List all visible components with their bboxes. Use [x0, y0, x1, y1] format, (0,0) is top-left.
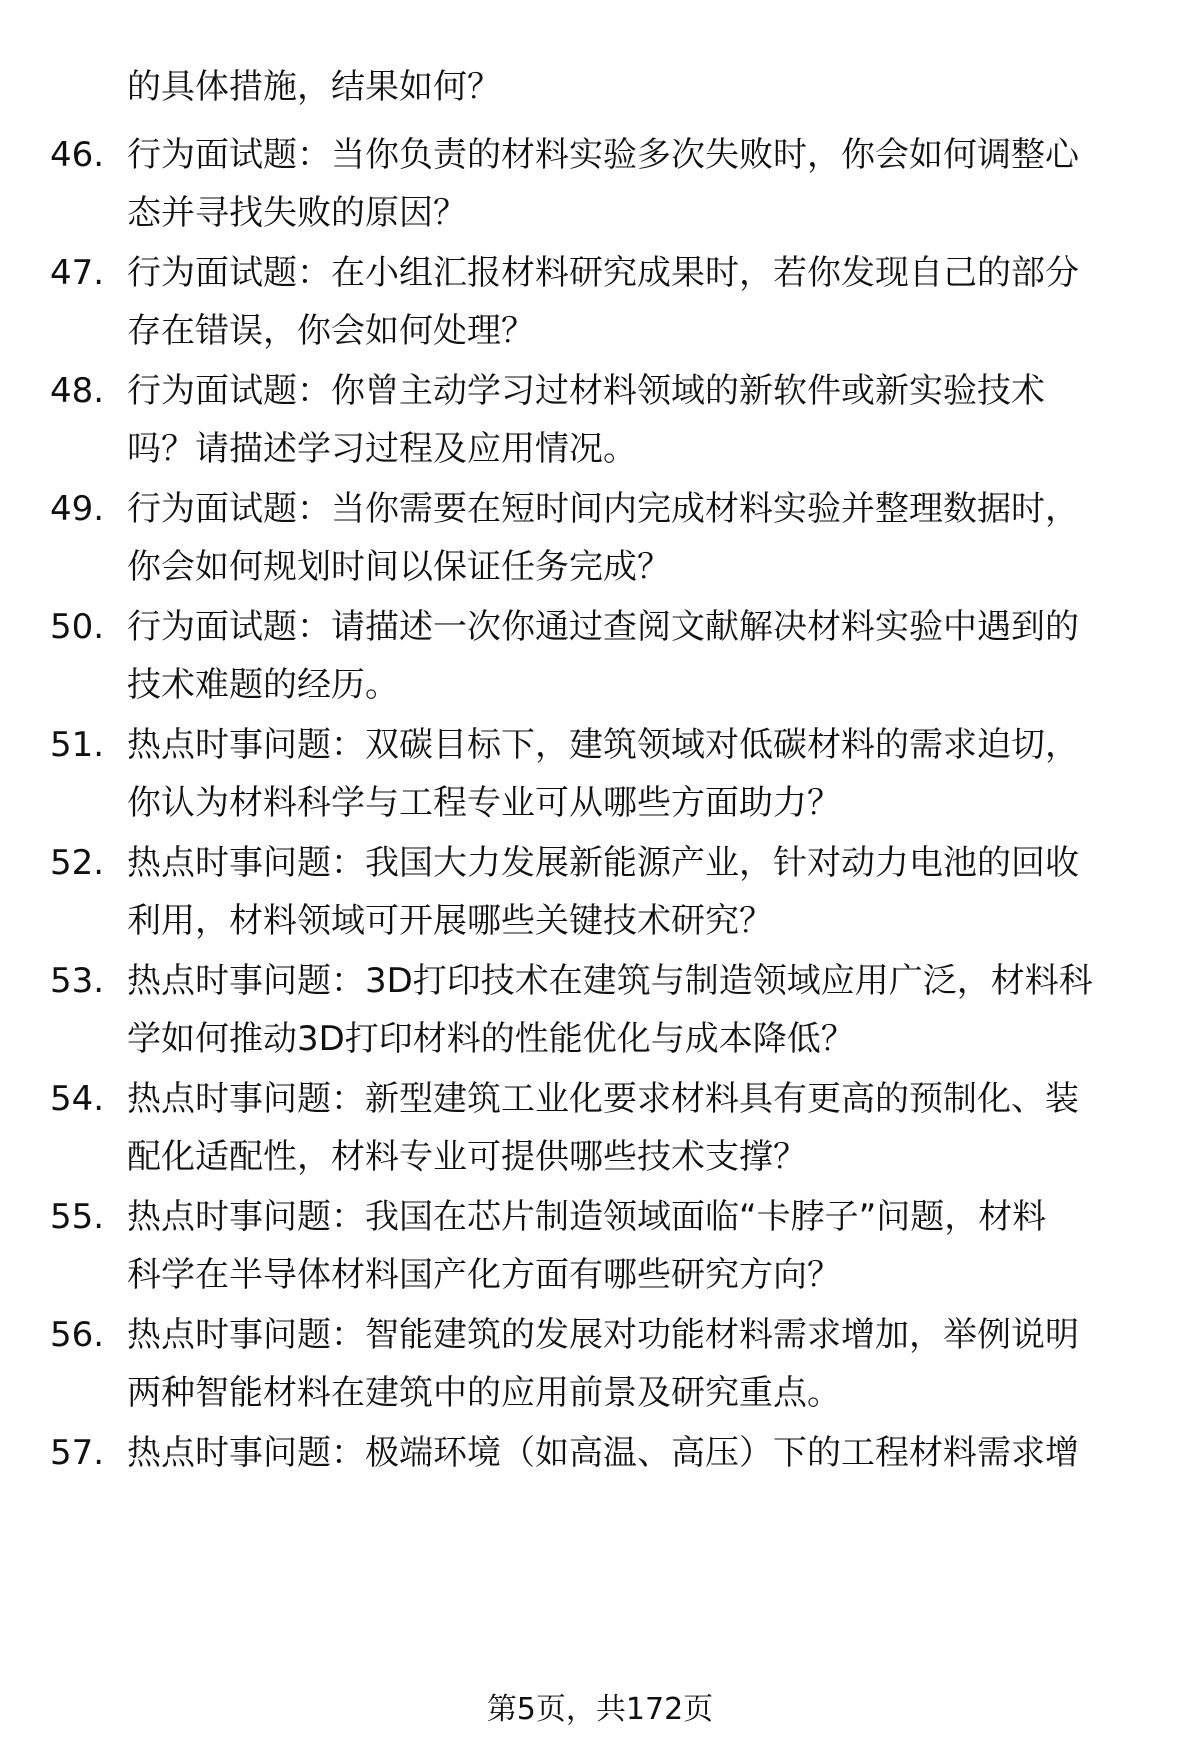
item-line: 态并寻找失败的原因？ [127, 193, 467, 233]
item-line: 热点时事问题：我国在芯片制造领域面临“卡脖子”问题，材料 [127, 1197, 1047, 1237]
item-text [127, 362, 1147, 478]
item-line: 利用，材料领域可开展哪些关键技术研究？ [127, 901, 773, 941]
item-number: 46. [50, 135, 105, 175]
item-number: 57. [50, 1433, 105, 1473]
item-number: 54. [50, 1079, 105, 1119]
item-line: 热点时事问题：新型建筑工业化要求材料具有更高的预制化、装 [127, 1079, 1079, 1119]
item-number: 47. [50, 253, 105, 293]
item-line: 技术难题的经历。 [127, 665, 399, 705]
item-line: 热点时事问题：双碳目标下，建筑领域对低碳材料的需求迫切， [127, 725, 1079, 765]
page-footer: 第5页，共172页 [486, 1692, 714, 1727]
item-line: 热点时事问题：我国大力发展新能源产业，针对动力电池的回收 [127, 843, 1079, 883]
item-line: 行为面试题：当你需要在短时间内完成材料实验并整理数据时， [127, 489, 1079, 529]
item-text [127, 480, 1147, 596]
item-line: 热点时事问题：智能建筑的发展对功能材料需求增加，举例说明 [127, 1315, 1079, 1355]
item-number: 53. [50, 961, 105, 1001]
item-number: 51. [50, 725, 105, 765]
item-text [127, 952, 1147, 1068]
item-line: 吗？请描述学习过程及应用情况。 [127, 429, 637, 469]
item-number: 55. [50, 1197, 105, 1237]
item-number: 49. [50, 489, 105, 529]
item-text [127, 598, 1147, 714]
item-text [127, 1424, 1147, 1482]
item-line: 行为面试题：你曾主动学习过材料领域的新软件或新实验技术 [127, 371, 1045, 411]
item-line: 科学在半导体材料国产化方面有哪些研究方向？ [127, 1255, 841, 1295]
item-line: 你认为材料科学与工程专业可从哪些方面助力？ [127, 783, 841, 823]
item-line: 两种智能材料在建筑中的应用前景及研究重点。 [127, 1373, 841, 1413]
item-number: 50. [50, 607, 105, 647]
continuation-line: 的具体措施，结果如何？ [127, 67, 501, 107]
item-text [127, 834, 1147, 950]
item-number: 52. [50, 843, 105, 883]
item-text [127, 244, 1147, 360]
item-line: 行为面试题：请描述一次你通过查阅文献解决材料实验中遇到的 [127, 607, 1079, 647]
item-line: 热点时事问题：3D打印技术在建筑与制造领域应用广泛，材料科 [127, 961, 1093, 1001]
item-text [127, 1306, 1147, 1422]
item-line: 热点时事问题：极端环境（如高温、高压）下的工程材料需求增 [127, 1433, 1079, 1473]
item-text [127, 1188, 1147, 1304]
item-line: 配化适配性，材料专业可提供哪些技术支撑？ [127, 1137, 807, 1177]
item-number: 56. [50, 1315, 105, 1355]
item-line: 学如何推动3D打印材料的性能优化与成本降低？ [127, 1019, 855, 1059]
item-line: 存在错误，你会如何处理？ [127, 311, 535, 351]
item-line: 行为面试题：当你负责的材料实验多次失败时，你会如何调整心 [127, 135, 1079, 175]
item-line: 行为面试题：在小组汇报材料研究成果时，若你发现自己的部分 [127, 253, 1079, 293]
item-text [127, 716, 1147, 832]
item-text [127, 126, 1147, 242]
item-line: 你会如何规划时间以保证任务完成？ [127, 547, 671, 587]
item-number: 48. [50, 371, 105, 411]
item-text [127, 1070, 1147, 1186]
